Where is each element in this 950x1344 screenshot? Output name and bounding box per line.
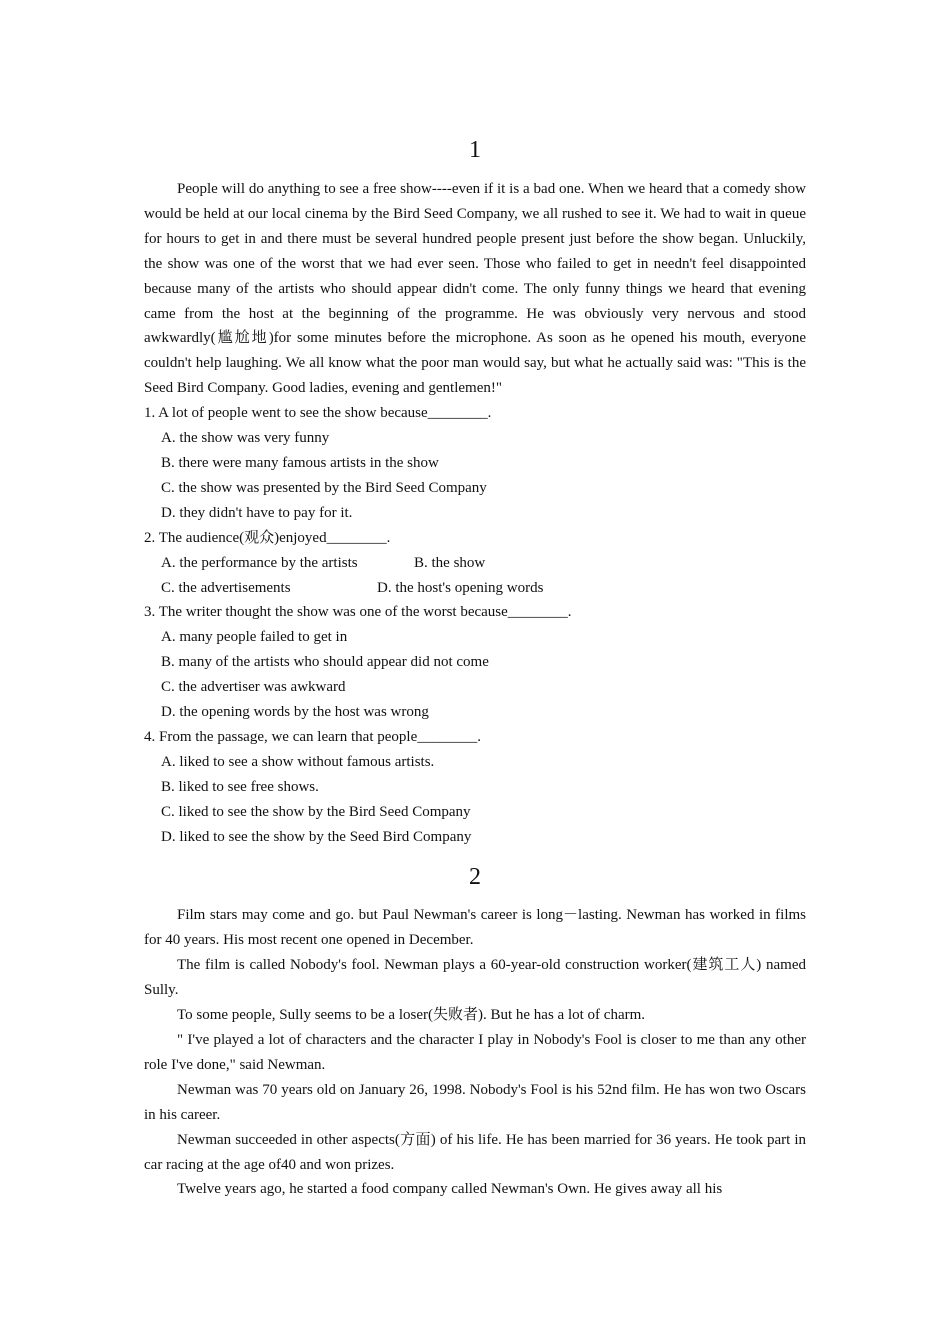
document-page: [144, 130, 806, 1202]
answer-option: A. the performance by the artists: [161, 554, 358, 571]
answer-option: C. liked to see the show by the Bird Seed Company: [161, 803, 471, 820]
question-stem: 3. The writer thought the show was one of the worst because________.: [144, 604, 572, 621]
section-number: 2: [469, 864, 481, 891]
answer-option: A. liked to see a show without famous artists.: [161, 753, 435, 770]
answer-option: C. the advertisements: [161, 579, 291, 596]
answer-option-row: [144, 576, 806, 601]
answer-option: B. liked to see free shows.: [161, 778, 319, 795]
answer-option: B. there were many famous artists in the show: [161, 454, 439, 471]
answer-option: A. many people failed to get in: [161, 629, 348, 646]
section-number: 1: [469, 137, 481, 163]
passage-paragraph: Newman succeeded in other aspects(方面) of his life. He has been married for 36 years. He took part in car racing at the age of40 and won prizes.: [144, 1131, 806, 1173]
passage-paragraph: Twelve years ago, he started a food company called Newman's Own. He gives away all his: [177, 1181, 723, 1198]
passage-paragraph: Newman was 70 years old on January 26, 1998. Nobody's Fool is his 52nd film. He has won two Oscars in his career.: [144, 1081, 806, 1123]
answer-option: D. liked to see the show by the Seed Bird Company: [161, 828, 472, 845]
answer-option-row: [144, 551, 806, 576]
passage-paragraph: People will do anything to see a free show----even if it is a bad one. When we heard that a comedy show would be held at our local cinema by the Bird Seed Company, we all rushed to see it. We had to wait in queue for hours to get in and there must be several hundred people present just before the show began. Unluckily, the show was one of the worst that we had ever seen. Those who failed to get in needn't feel disappointed because many of the artists who should appear didn't come. The only funny things we heard that evening came from the host at the beginning of the programme. He was obviously very nervous and stood awkwardly(尴尬地)for some minutes before the microphone. As soon as he opened his mouth, everyone couldn't help laughing. We all know what the poor man would say, but what he actually said was: "This is the Seed Bird Company. Good ladies, evening and gentlemen!": [144, 181, 806, 397]
passage-paragraph: The film is called Nobody's fool. Newman plays a 60-year-old construction worker(建筑工人) named Sully.: [144, 957, 806, 999]
passage-paragraph: Film stars may come and go. but Paul Newman's career is long－lasting. Newman has worked in films for 40 years. His most recent one opened in December.: [144, 907, 806, 949]
question-stem: 4. From the passage, we can learn that people________.: [144, 728, 481, 745]
answer-option: D. the opening words by the host was wrong: [161, 704, 429, 721]
answer-option: B. many of the artists who should appear did not come: [161, 654, 489, 671]
answer-option: C. the advertiser was awkward: [161, 679, 346, 696]
answer-option: D. they didn't have to pay for it.: [161, 504, 353, 521]
passage-paragraph: " I've played a lot of characters and the character I play in Nobody's Fool is closer to me than any other role I've done," said Newman.: [144, 1032, 806, 1073]
answer-option: A. the show was very funny: [161, 430, 330, 447]
question-stem: 2. The audience(观众)enjoyed________.: [144, 529, 391, 546]
answer-option: D. the host's opening words: [377, 579, 544, 596]
answer-option: C. the show was presented by the Bird Seed Company: [161, 479, 487, 496]
question-stem: 1. A lot of people went to see the show because________.: [144, 405, 492, 422]
answer-option: B. the show: [414, 554, 486, 571]
passage-paragraph: To some people, Sully seems to be a loser(失败者). But he has a lot of charm.: [177, 1007, 646, 1024]
